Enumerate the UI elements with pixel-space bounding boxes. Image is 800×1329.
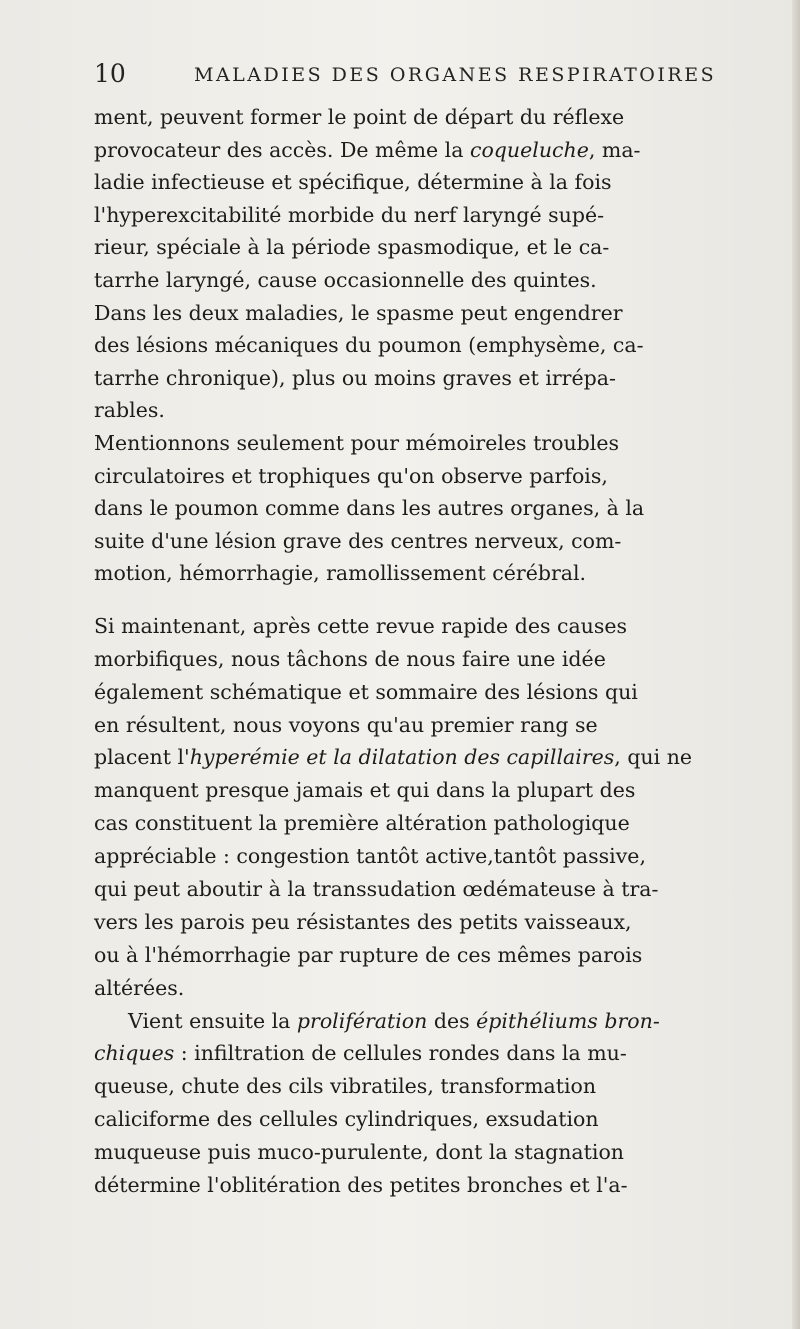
text-line: également schématique et sommaire des lésions qui	[94, 679, 638, 704]
page-body	[94, 101, 756, 1202]
text-line: vers les parois peu résistantes des petits vaisseaux,	[94, 909, 632, 934]
text-line: Si maintenant, après cette revue rapide des causes	[94, 613, 628, 638]
text-line: Mentionnons seulement pour mémoireles troubles	[94, 430, 619, 455]
text-line: dans le poumon comme dans les autres organes, à la	[94, 496, 645, 521]
italic-term: coqueluche	[469, 137, 589, 162]
text-line: manquent presque jamais et qui dans la plupart des	[94, 778, 636, 803]
text-line: caliciforme des cellules cylindriques, exsudation	[94, 1107, 599, 1132]
text-line: altérées.	[94, 975, 185, 1000]
text-line: en résultent, nous voyons qu'au premier rang se	[94, 712, 598, 737]
text-line: des lésions mécaniques du poumon (emphysème, ca-	[94, 333, 644, 358]
page-number: 10	[94, 59, 126, 88]
text-line: l'hyperexcitabilité morbide du nerf laryngé supé-	[94, 202, 605, 227]
text-line: ladie infectieuse et spécifique, détermine à la fois	[94, 170, 612, 195]
text-line: morbifiques, nous tâchons de nous faire une idée	[94, 646, 606, 671]
text-line: qui peut aboutir à la transsudation œdémateuse à tra-	[94, 877, 659, 902]
paragraph-2	[94, 427, 756, 590]
paragraph-1	[94, 101, 756, 427]
text-line: rieur, spéciale à la période spasmodique, et le ca-	[94, 235, 610, 260]
text-line: circulatoires et trophiques qu'on observe parfois,	[94, 463, 608, 488]
paragraph-3	[94, 610, 756, 1005]
italic-term: épithéliums bron-	[476, 1008, 660, 1033]
text-line: tarrhe laryngé, cause occasionnelle des quintes.	[94, 267, 597, 292]
page-header	[94, 56, 754, 92]
text-line: ment, peuvent former le point de départ du réflexe	[94, 105, 625, 129]
text-line: placent l'hyperémie et la dilatation des capillaires, qui ne	[94, 745, 693, 770]
italic-term: hyperémie et la dilatation des capillaires	[189, 745, 615, 770]
text-line: appréciable : congestion tantôt active,tantôt passive,	[94, 844, 646, 869]
text-line: suite d'une lésion grave des centres nerveux, com-	[94, 528, 622, 553]
italic-term: chiques	[94, 1041, 175, 1066]
text-line: muqueuse puis muco-purulente, dont la stagnation	[94, 1140, 624, 1165]
text-line: Dans les deux maladies, le spasme peut engendrer	[94, 300, 623, 325]
paragraph-gap	[94, 590, 756, 610]
paragraph-4	[94, 1005, 756, 1202]
text-line: rables.	[94, 398, 165, 423]
text-line: Vient ensuite la prolifération des épithéliums bron-	[128, 1008, 660, 1033]
italic-term: prolifération	[296, 1008, 428, 1033]
text-line: queuse, chute des cils vibratiles, transformation	[94, 1074, 597, 1099]
page-edge	[792, 0, 800, 1329]
text-line: détermine l'oblitération des petites bronches et l'a-	[94, 1173, 628, 1198]
text-line: ou à l'hémorrhagie par rupture de ces mêmes parois	[94, 942, 643, 967]
text-line: provocateur des accès. De même la coqueluche, ma-	[94, 137, 641, 162]
text-line: cas constituent la première altération pathologique	[94, 811, 630, 836]
text-line: tarrhe chronique), plus ou moins graves et irrépa-	[94, 365, 616, 390]
running-title: MALADIES DES ORGANES RESPIRATOIRES	[194, 64, 717, 86]
text-line: chiques : infiltration de cellules rondes dans la mu-	[94, 1041, 627, 1066]
text-line: motion, hémorrhagie, ramollissement cérébral.	[94, 561, 587, 586]
